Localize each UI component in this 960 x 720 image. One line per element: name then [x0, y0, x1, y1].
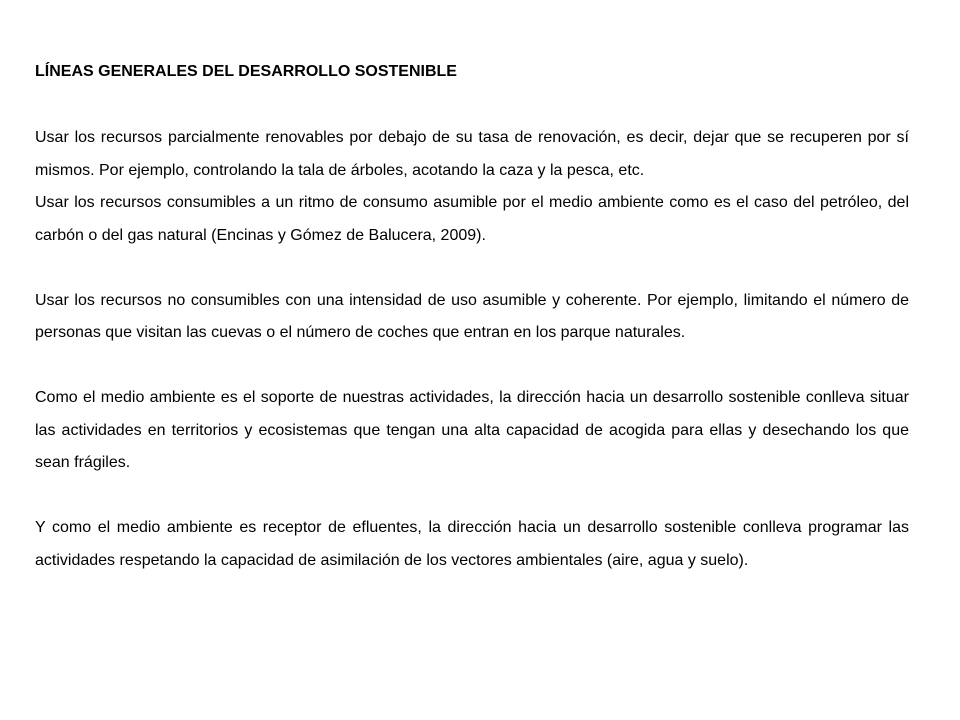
paragraph-spacer: [35, 480, 909, 513]
paragraph-environment-support: Como el medio ambiente es el soporte de nuestras actividades, la dirección hacia un desarrollo sostenible conlleva situar las actividades en territorios y ecosistemas que tengan una alta capacidad de acogida para ellas y desechando los que sean frágiles.: [35, 389, 909, 471]
paragraph-renewable-resources: Usar los recursos parcialmente renovables por debajo de su tasa de renovación, es decir, dejar que se recuperen por sí mismos. Por ejemplo, controlando la tala de árboles, acotando la caza y la pesca, etc.: [35, 129, 909, 179]
paragraph-consumable-resources: Usar los recursos consumibles a un ritmo de consumo asumible por el medio ambiente como es el caso del petróleo, del carbón o del gas natural (Encinas y Gómez de Balucera, 2009).: [35, 194, 909, 244]
paragraph-spacer: [35, 350, 909, 383]
paragraph-non-consumable-resources: Usar los recursos no consumibles con una intensidad de uso asumible y coherente. Por ejemplo, limitando el número de personas que visitan las cuevas o el número de coches que entran en los parque naturales.: [35, 291, 909, 341]
document-body: [35, 60, 909, 577]
paragraph-environment-receptor: Y como el medio ambiente es receptor de efluentes, la dirección hacia un desarrollo sostenible conlleva programar las actividades respetando la capacidad de asimilación de los vectores ambientales (aire, agua y suelo).: [35, 519, 909, 569]
paragraph-spacer: [35, 252, 909, 285]
document-title: LÍNEAS GENERALES DEL DESARROLLO SOSTENIBLE: [35, 63, 457, 80]
